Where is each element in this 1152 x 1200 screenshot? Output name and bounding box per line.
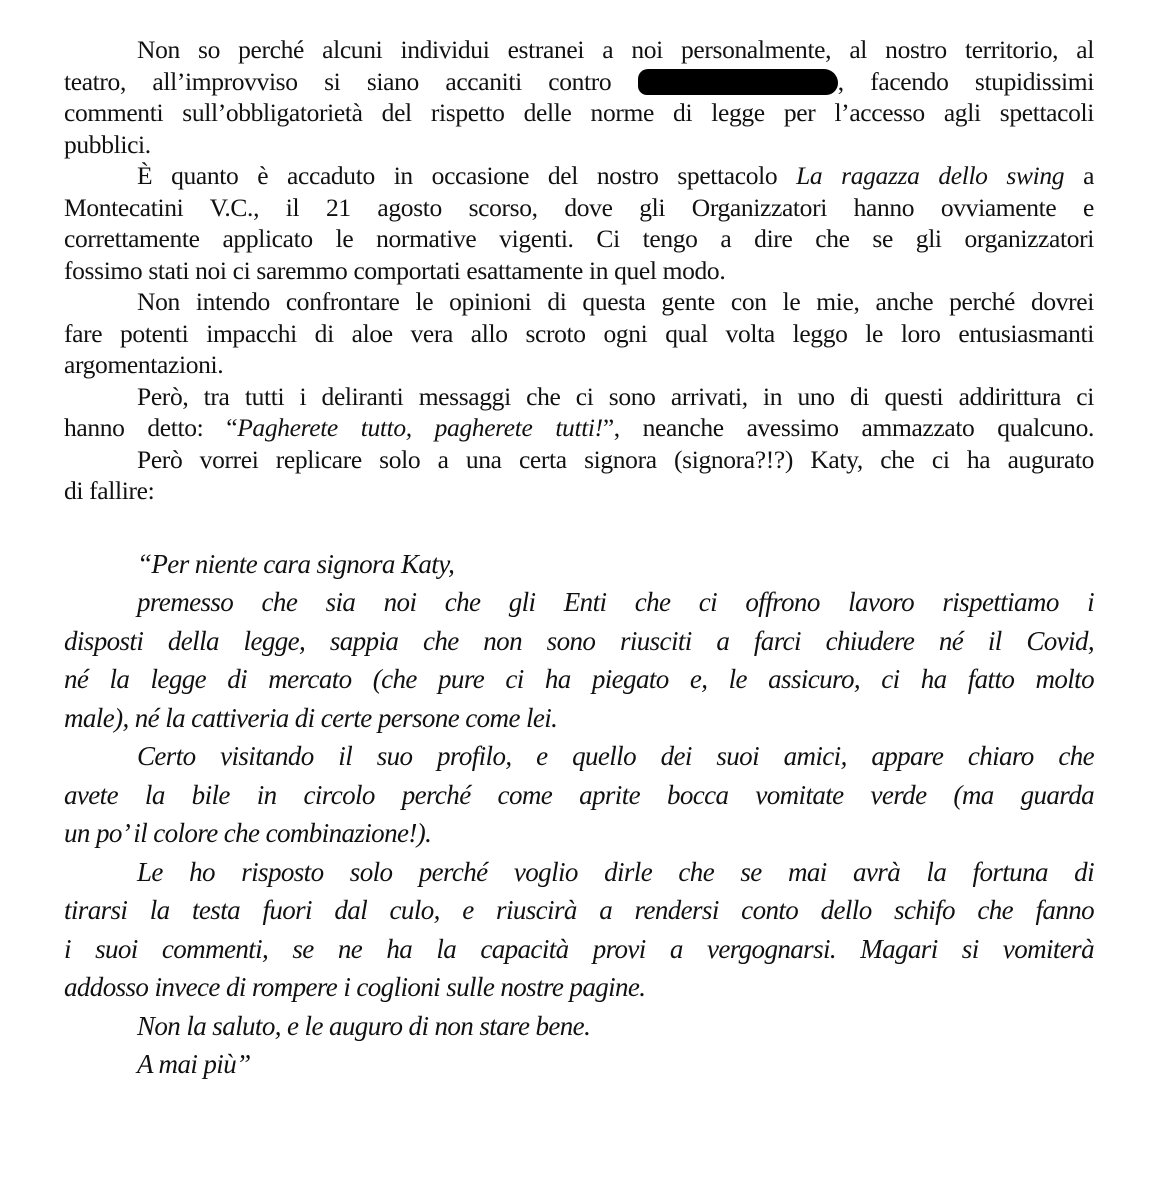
text-line: male), né la cattiveria di certe persone come lei. xyxy=(64,702,558,733)
reply-closing: Non la saluto, e le auguro di non stare bene. xyxy=(137,1010,591,1041)
text-line xyxy=(64,66,1094,98)
text-segment: a xyxy=(1083,161,1095,190)
reply-greeting: “Per niente cara signora Katy, xyxy=(137,548,455,579)
text-line: correttamente applicato le normative vigenti. Ci tengo a dire che se gli organizzatori xyxy=(64,224,1094,253)
show-title: La ragazza dello swing xyxy=(796,161,1065,190)
text-line: pubblici. xyxy=(64,129,151,159)
text-line: di fallire: xyxy=(64,476,155,505)
text-line: né la legge di mercato (che pure ci ha piegato e, le assicuro, ci ha fatto molto xyxy=(64,664,1094,694)
text-line: i suoi commenti, se ne ha la capacità provi a vergognarsi. Magari si vomiterà xyxy=(64,933,1094,964)
text-line: fare potenti impacchi di aloe vera allo scroto ogni qual volta leggo le loro entusiasmanti xyxy=(64,318,1094,348)
text-line: Non so perché alcuni individui estranei a noi personalmente, al nostro territorio, al xyxy=(137,35,1094,64)
text-line: un po’ il colore che combinazione!). xyxy=(64,818,432,848)
text-line: Però vorrei replicare solo a una certa signora (signora?!?) Katy, che ci ha augurato xyxy=(137,444,1094,474)
redaction-mark xyxy=(638,69,838,95)
paragraph-3 xyxy=(64,286,1094,381)
text-line: Certo visitando il suo profilo, e quello dei suoi amici, appare chiaro che xyxy=(137,741,1094,771)
text-line: premesso che sia noi che gli Enti che ci offrono lavoro rispettiamo i xyxy=(137,587,1094,617)
paragraph-2 xyxy=(64,160,1094,286)
text-line: disposti della legge, sappia che non sono riusciti a farci chiudere né il Covid, xyxy=(64,625,1094,656)
text-line: Montecatini V.C., il 21 agosto scorso, dove gli Organizzatori hanno ovviamente e xyxy=(64,192,1094,222)
text-segment: , facendo stupidissimi xyxy=(837,66,1094,96)
text-line: argomentazioni. xyxy=(64,350,224,379)
paragraph-1 xyxy=(64,34,1094,160)
text-segment: hanno detto: “ xyxy=(64,413,238,442)
text-line: Le ho risposto solo perché voglio dirle che se mai avrà la fortuna di xyxy=(137,856,1094,887)
text-line: Però, tra tutti i deliranti messaggi che ci sono arrivati, in uno di questi addirittura ci xyxy=(137,381,1094,411)
reply-signoff: A mai più” xyxy=(137,1049,251,1079)
text-line xyxy=(64,412,1094,444)
letter-page xyxy=(64,34,1094,1084)
text-line xyxy=(64,160,1094,192)
reply-block xyxy=(64,545,1094,1084)
text-segment: teatro, all’improvviso si siano accaniti contro xyxy=(64,66,612,96)
quoted-message: Pagherete tutto, pagherete tutti! xyxy=(237,413,603,442)
text-line: Non intendo confrontare le opinioni di questa gente con le mie, anche perché dovrei xyxy=(137,287,1094,316)
text-line: commenti sull’obbligatorietà del rispetto delle norme di legge per l’accesso agli spettacoli xyxy=(64,98,1094,127)
paragraph-5 xyxy=(64,444,1094,507)
text-segment: È quanto è accaduto in occasione del nostro spettacolo xyxy=(137,161,778,190)
text-line: avete la bile in circolo perché come aprite bocca vomitate verde (ma guarda xyxy=(64,779,1094,810)
text-line: addosso invece di rompere i coglioni sulle nostre pagine. xyxy=(64,972,646,1002)
text-line: fossimo stati noi ci saremmo comportati esattamente in quel modo. xyxy=(64,255,726,285)
text-segment: ”, neanche avessimo ammazzato qualcuno. xyxy=(602,413,1094,442)
text-line: tirarsi la testa fuori dal culo, e riuscirà a rendersi conto dello schifo che fanno xyxy=(64,895,1094,925)
paragraph-4 xyxy=(64,381,1094,444)
